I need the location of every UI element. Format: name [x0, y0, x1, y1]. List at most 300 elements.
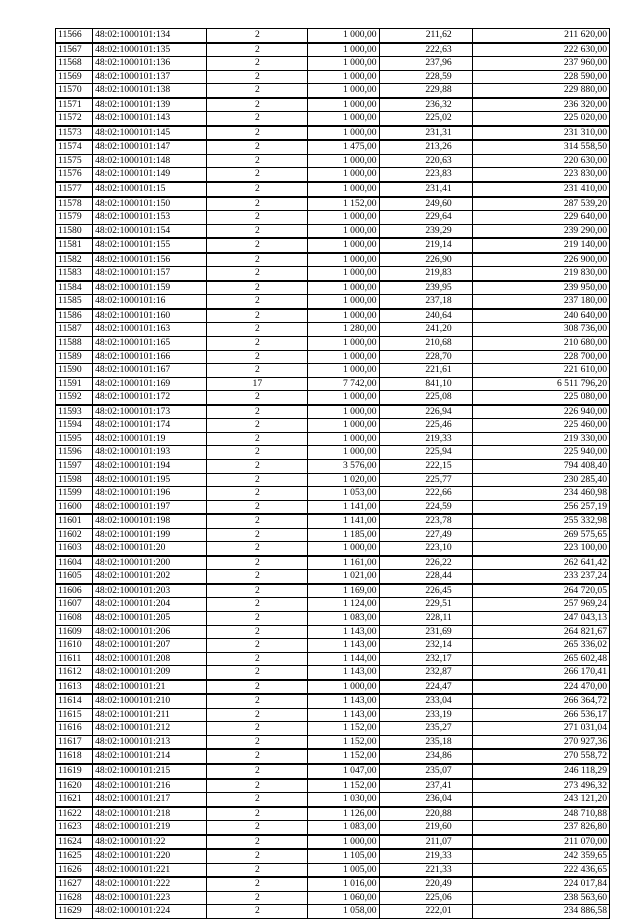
area-cell: 1 000,00 — [308, 542, 379, 556]
cadastral-number-cell: 48:02:1000101:159 — [93, 281, 207, 295]
cadastral-number-cell: 48:02:1000101:206 — [93, 625, 207, 639]
area-cell: 1 030,00 — [308, 793, 379, 807]
area-cell: 1 021,00 — [308, 570, 379, 584]
value-cell: 314 558,50 — [472, 140, 609, 154]
area-cell: 1 000,00 — [308, 391, 379, 405]
count-cell: 2 — [207, 487, 308, 501]
area-cell: 1 280,00 — [308, 323, 379, 337]
area-cell: 1 161,00 — [308, 556, 379, 570]
count-cell: 2 — [207, 779, 308, 793]
rate-cell: 211,07 — [379, 835, 472, 850]
count-cell: 2 — [207, 197, 308, 211]
area-cell: 1 000,00 — [308, 84, 379, 98]
value-cell: 308 736,00 — [472, 323, 609, 337]
value-cell: 233 237,24 — [472, 570, 609, 584]
value-cell: 229 640,00 — [472, 211, 609, 225]
cadastral-number-cell: 48:02:1000101:149 — [93, 168, 207, 182]
row-number-cell: 11623 — [56, 821, 93, 835]
area-cell: 1 126,00 — [308, 807, 379, 821]
rate-cell: 232,14 — [379, 639, 472, 653]
value-cell: 265 602,48 — [472, 652, 609, 666]
row-number-cell: 11578 — [56, 197, 93, 211]
rate-cell: 225,77 — [379, 473, 472, 487]
table-row — [56, 639, 610, 653]
table-row — [56, 708, 610, 722]
count-cell: 2 — [207, 29, 308, 43]
rate-cell: 231,41 — [379, 182, 472, 197]
rate-cell: 239,29 — [379, 224, 472, 238]
value-cell: 211 070,00 — [472, 835, 609, 850]
row-number-cell: 11613 — [56, 680, 93, 695]
value-cell: 219 830,00 — [472, 267, 609, 281]
rate-cell: 219,33 — [379, 849, 472, 863]
table-row — [56, 432, 610, 446]
row-number-cell: 11589 — [56, 350, 93, 364]
area-cell: 1 000,00 — [308, 350, 379, 364]
row-number-cell: 11569 — [56, 70, 93, 84]
count-cell: 2 — [207, 391, 308, 405]
table-row — [56, 680, 610, 695]
count-cell: 2 — [207, 556, 308, 570]
table-row — [56, 749, 610, 764]
row-number-cell: 11599 — [56, 487, 93, 501]
cadastral-number-cell: 48:02:1000101:167 — [93, 364, 207, 378]
rate-cell: 229,64 — [379, 211, 472, 225]
table-row — [56, 793, 610, 807]
area-cell: 1 152,00 — [308, 722, 379, 736]
table-row — [56, 84, 610, 98]
count-cell: 2 — [207, 821, 308, 835]
table-row — [56, 905, 610, 919]
row-number-cell: 11621 — [56, 793, 93, 807]
value-cell: 248 710,88 — [472, 807, 609, 821]
rate-cell: 229,88 — [379, 84, 472, 98]
area-cell: 1 000,00 — [308, 835, 379, 850]
row-number-cell: 11587 — [56, 323, 93, 337]
cadastral-number-cell: 48:02:1000101:215 — [93, 764, 207, 779]
row-number-cell: 11595 — [56, 432, 93, 446]
value-cell: 237 960,00 — [472, 57, 609, 71]
cadastral-number-cell: 48:02:1000101:196 — [93, 487, 207, 501]
value-cell: 221 610,00 — [472, 364, 609, 378]
area-cell: 1 047,00 — [308, 764, 379, 779]
count-cell: 2 — [207, 84, 308, 98]
area-cell: 1 152,00 — [308, 735, 379, 749]
value-cell: 231 310,00 — [472, 126, 609, 141]
count-cell: 2 — [207, 528, 308, 542]
rate-cell: 213,26 — [379, 140, 472, 154]
cadastral-number-cell: 48:02:1000101:209 — [93, 666, 207, 680]
count-cell: 2 — [207, 309, 308, 323]
cadastral-number-cell: 48:02:1000101:172 — [93, 391, 207, 405]
table-row — [56, 584, 610, 598]
cadastral-number-cell: 48:02:1000101:153 — [93, 211, 207, 225]
rate-cell: 224,47 — [379, 680, 472, 695]
cadastral-number-cell: 48:02:1000101:143 — [93, 112, 207, 126]
cadastral-number-cell: 48:02:1000101:205 — [93, 611, 207, 625]
table-row — [56, 807, 610, 821]
rate-cell: 237,18 — [379, 295, 472, 309]
row-number-cell: 11567 — [56, 43, 93, 57]
area-cell: 1 000,00 — [308, 238, 379, 253]
area-cell: 1 000,00 — [308, 309, 379, 323]
cadastral-number-cell: 48:02:1000101:212 — [93, 722, 207, 736]
rate-cell: 220,88 — [379, 807, 472, 821]
rate-cell: 226,94 — [379, 405, 472, 419]
rate-cell: 240,64 — [379, 309, 472, 323]
table-row — [56, 514, 610, 528]
count-cell: 2 — [207, 168, 308, 182]
row-number-cell: 11584 — [56, 281, 93, 295]
area-cell: 1 020,00 — [308, 473, 379, 487]
cadastral-number-cell: 48:02:1000101:207 — [93, 639, 207, 653]
value-cell: 223 830,00 — [472, 168, 609, 182]
rate-cell: 222,63 — [379, 43, 472, 57]
rate-cell: 233,04 — [379, 694, 472, 708]
table-body — [56, 29, 610, 919]
rate-cell: 226,22 — [379, 556, 472, 570]
table-row — [56, 140, 610, 154]
area-cell: 1 143,00 — [308, 694, 379, 708]
count-cell: 2 — [207, 584, 308, 598]
table-row — [56, 487, 610, 501]
rate-cell: 233,19 — [379, 708, 472, 722]
table-row — [56, 779, 610, 793]
area-cell: 1 000,00 — [308, 295, 379, 309]
cadastral-number-cell: 48:02:1000101:139 — [93, 98, 207, 112]
rate-cell: 229,51 — [379, 598, 472, 612]
count-cell: 2 — [207, 112, 308, 126]
table-row — [56, 112, 610, 126]
area-cell: 1 475,00 — [308, 140, 379, 154]
count-cell: 2 — [207, 57, 308, 71]
area-cell: 3 576,00 — [308, 459, 379, 473]
cadastral-number-cell: 48:02:1000101:219 — [93, 821, 207, 835]
area-cell: 1 058,00 — [308, 905, 379, 919]
cadastral-number-cell: 48:02:1000101:224 — [93, 905, 207, 919]
cadastral-number-cell: 48:02:1000101:22 — [93, 835, 207, 850]
row-number-cell: 11571 — [56, 98, 93, 112]
count-cell: 2 — [207, 598, 308, 612]
rate-cell: 219,60 — [379, 821, 472, 835]
rate-cell: 225,94 — [379, 446, 472, 460]
area-cell: 1 000,00 — [308, 364, 379, 378]
cadastral-number-cell: 48:02:1000101:217 — [93, 793, 207, 807]
cadastral-number-cell: 48:02:1000101:163 — [93, 323, 207, 337]
value-cell: 265 336,02 — [472, 639, 609, 653]
cadastral-number-cell: 48:02:1000101:203 — [93, 584, 207, 598]
value-cell: 6 511 796,20 — [472, 377, 609, 391]
value-cell: 229 880,00 — [472, 84, 609, 98]
rate-cell: 232,17 — [379, 652, 472, 666]
table-row — [56, 57, 610, 71]
value-cell: 219 330,00 — [472, 432, 609, 446]
rate-cell: 223,83 — [379, 168, 472, 182]
count-cell: 2 — [207, 253, 308, 267]
count-cell: 2 — [207, 405, 308, 419]
row-number-cell: 11614 — [56, 694, 93, 708]
area-cell: 1 000,00 — [308, 253, 379, 267]
value-cell: 224 470,00 — [472, 680, 609, 695]
value-cell: 211 620,00 — [472, 29, 609, 43]
table-row — [56, 694, 610, 708]
count-cell: 2 — [207, 764, 308, 779]
table-row — [56, 197, 610, 211]
rate-cell: 228,11 — [379, 611, 472, 625]
count-cell: 2 — [207, 267, 308, 281]
count-cell: 2 — [207, 295, 308, 309]
value-cell: 222 436,65 — [472, 863, 609, 877]
value-cell: 228 590,00 — [472, 70, 609, 84]
cadastral-value-table — [55, 28, 610, 919]
value-cell: 273 496,32 — [472, 779, 609, 793]
cadastral-number-cell: 48:02:1000101:193 — [93, 446, 207, 460]
area-cell: 1 000,00 — [308, 168, 379, 182]
cadastral-number-cell: 48:02:1000101:216 — [93, 779, 207, 793]
value-cell: 266 364,72 — [472, 694, 609, 708]
rate-cell: 224,59 — [379, 500, 472, 514]
count-cell: 2 — [207, 126, 308, 141]
table-row — [56, 98, 610, 112]
rate-cell: 225,06 — [379, 891, 472, 905]
rate-cell: 235,07 — [379, 764, 472, 779]
count-cell: 2 — [207, 473, 308, 487]
rate-cell: 222,01 — [379, 905, 472, 919]
rate-cell: 236,04 — [379, 793, 472, 807]
table-row — [56, 764, 610, 779]
rate-cell: 223,10 — [379, 542, 472, 556]
area-cell: 1 000,00 — [308, 224, 379, 238]
rate-cell: 234,86 — [379, 749, 472, 764]
value-cell: 236 320,00 — [472, 98, 609, 112]
table-row — [56, 863, 610, 877]
table-row — [56, 542, 610, 556]
row-number-cell: 11576 — [56, 168, 93, 182]
value-cell: 210 680,00 — [472, 337, 609, 351]
value-cell: 225 460,00 — [472, 419, 609, 433]
count-cell: 2 — [207, 877, 308, 891]
area-cell: 1 000,00 — [308, 337, 379, 351]
rate-cell: 226,90 — [379, 253, 472, 267]
row-number-cell: 11612 — [56, 666, 93, 680]
rate-cell: 228,70 — [379, 350, 472, 364]
cadastral-number-cell: 48:02:1000101:157 — [93, 267, 207, 281]
cadastral-number-cell: 48:02:1000101:202 — [93, 570, 207, 584]
rate-cell: 226,45 — [379, 584, 472, 598]
area-cell: 1 000,00 — [308, 57, 379, 71]
area-cell: 1 000,00 — [308, 182, 379, 197]
area-cell: 7 742,00 — [308, 377, 379, 391]
value-cell: 243 121,20 — [472, 793, 609, 807]
area-cell: 1 141,00 — [308, 500, 379, 514]
count-cell: 2 — [207, 680, 308, 695]
count-cell: 2 — [207, 364, 308, 378]
row-number-cell: 11580 — [56, 224, 93, 238]
row-number-cell: 11574 — [56, 140, 93, 154]
area-cell: 1 124,00 — [308, 598, 379, 612]
cadastral-number-cell: 48:02:1000101:150 — [93, 197, 207, 211]
rate-cell: 235,27 — [379, 722, 472, 736]
area-cell: 1 016,00 — [308, 877, 379, 891]
count-cell: 2 — [207, 863, 308, 877]
table-row — [56, 722, 610, 736]
area-cell: 1 000,00 — [308, 29, 379, 43]
rate-cell: 210,68 — [379, 337, 472, 351]
value-cell: 222 630,00 — [472, 43, 609, 57]
row-number-cell: 11604 — [56, 556, 93, 570]
cadastral-number-cell: 48:02:1000101:165 — [93, 337, 207, 351]
cadastral-number-cell: 48:02:1000101:204 — [93, 598, 207, 612]
row-number-cell: 11570 — [56, 84, 93, 98]
cadastral-number-cell: 48:02:1000101:194 — [93, 459, 207, 473]
cadastral-number-cell: 48:02:1000101:199 — [93, 528, 207, 542]
cadastral-number-cell: 48:02:1000101:16 — [93, 295, 207, 309]
value-cell: 270 927,36 — [472, 735, 609, 749]
area-cell: 1 000,00 — [308, 43, 379, 57]
value-cell: 220 630,00 — [472, 154, 609, 168]
cadastral-number-cell: 48:02:1000101:220 — [93, 849, 207, 863]
cadastral-number-cell: 48:02:1000101:166 — [93, 350, 207, 364]
value-cell: 794 408,40 — [472, 459, 609, 473]
count-cell: 2 — [207, 500, 308, 514]
cadastral-number-cell: 48:02:1000101:135 — [93, 43, 207, 57]
row-number-cell: 11601 — [56, 514, 93, 528]
cadastral-number-cell: 48:02:1000101:221 — [93, 863, 207, 877]
rate-cell: 223,78 — [379, 514, 472, 528]
value-cell: 234 886,58 — [472, 905, 609, 919]
table-row — [56, 281, 610, 295]
area-cell: 1 000,00 — [308, 126, 379, 141]
value-cell: 226 900,00 — [472, 253, 609, 267]
value-cell: 264 720,05 — [472, 584, 609, 598]
table-row — [56, 337, 610, 351]
cadastral-number-cell: 48:02:1000101:222 — [93, 877, 207, 891]
area-cell: 1 000,00 — [308, 112, 379, 126]
area-cell: 1 144,00 — [308, 652, 379, 666]
row-number-cell: 11627 — [56, 877, 93, 891]
count-cell: 2 — [207, 611, 308, 625]
row-number-cell: 11582 — [56, 253, 93, 267]
count-cell: 2 — [207, 514, 308, 528]
rate-cell: 841,10 — [379, 377, 472, 391]
count-cell: 2 — [207, 70, 308, 84]
value-cell: 266 536,17 — [472, 708, 609, 722]
cadastral-number-cell: 48:02:1000101:213 — [93, 735, 207, 749]
row-number-cell: 11603 — [56, 542, 93, 556]
row-number-cell: 11594 — [56, 419, 93, 433]
table-row — [56, 70, 610, 84]
count-cell: 2 — [207, 694, 308, 708]
count-cell: 2 — [207, 211, 308, 225]
table-row — [56, 877, 610, 891]
cadastral-number-cell: 48:02:1000101:208 — [93, 652, 207, 666]
value-cell: 219 140,00 — [472, 238, 609, 253]
value-cell: 271 031,04 — [472, 722, 609, 736]
count-cell: 2 — [207, 639, 308, 653]
count-cell: 2 — [207, 98, 308, 112]
value-cell: 246 118,29 — [472, 764, 609, 779]
cadastral-number-cell: 48:02:1000101:154 — [93, 224, 207, 238]
area-cell: 1 000,00 — [308, 98, 379, 112]
value-cell: 270 558,72 — [472, 749, 609, 764]
area-cell: 1 143,00 — [308, 666, 379, 680]
value-cell: 266 170,41 — [472, 666, 609, 680]
count-cell: 2 — [207, 140, 308, 154]
area-cell: 1 000,00 — [308, 70, 379, 84]
value-cell: 228 700,00 — [472, 350, 609, 364]
cadastral-number-cell: 48:02:1000101:211 — [93, 708, 207, 722]
value-cell: 262 641,42 — [472, 556, 609, 570]
count-cell: 2 — [207, 891, 308, 905]
count-cell: 2 — [207, 224, 308, 238]
row-number-cell: 11566 — [56, 29, 93, 43]
rate-cell: 241,20 — [379, 323, 472, 337]
cadastral-number-cell: 48:02:1000101:195 — [93, 473, 207, 487]
row-number-cell: 11575 — [56, 154, 93, 168]
count-cell: 2 — [207, 735, 308, 749]
table-row — [56, 611, 610, 625]
row-number-cell: 11588 — [56, 337, 93, 351]
table-row — [56, 500, 610, 514]
value-cell: 269 575,65 — [472, 528, 609, 542]
rate-cell: 225,02 — [379, 112, 472, 126]
row-number-cell: 11626 — [56, 863, 93, 877]
table-row — [56, 528, 610, 542]
value-cell: 238 563,60 — [472, 891, 609, 905]
table-row — [56, 211, 610, 225]
rate-cell: 232,87 — [379, 666, 472, 680]
count-cell: 2 — [207, 419, 308, 433]
area-cell: 1 185,00 — [308, 528, 379, 542]
value-cell: 247 043,13 — [472, 611, 609, 625]
count-cell: 2 — [207, 154, 308, 168]
row-number-cell: 11616 — [56, 722, 93, 736]
cadastral-number-cell: 48:02:1000101:173 — [93, 405, 207, 419]
rate-cell: 220,63 — [379, 154, 472, 168]
rate-cell: 225,08 — [379, 391, 472, 405]
value-cell: 237 180,00 — [472, 295, 609, 309]
row-number-cell: 11572 — [56, 112, 93, 126]
count-cell: 2 — [207, 835, 308, 850]
row-number-cell: 11600 — [56, 500, 93, 514]
row-number-cell: 11608 — [56, 611, 93, 625]
row-number-cell: 11568 — [56, 57, 93, 71]
rate-cell: 231,31 — [379, 126, 472, 141]
count-cell: 2 — [207, 350, 308, 364]
rate-cell: 219,83 — [379, 267, 472, 281]
count-cell: 2 — [207, 43, 308, 57]
row-number-cell: 11624 — [56, 835, 93, 850]
row-number-cell: 11593 — [56, 405, 93, 419]
count-cell: 2 — [207, 793, 308, 807]
cadastral-number-cell: 48:02:1000101:214 — [93, 749, 207, 764]
table-row — [56, 625, 610, 639]
table-row — [56, 182, 610, 197]
count-cell: 2 — [207, 182, 308, 197]
table-row — [56, 224, 610, 238]
area-cell: 1 105,00 — [308, 849, 379, 863]
value-cell: 264 821,67 — [472, 625, 609, 639]
area-cell: 1 053,00 — [308, 487, 379, 501]
row-number-cell: 11581 — [56, 238, 93, 253]
row-number-cell: 11579 — [56, 211, 93, 225]
rate-cell: 237,41 — [379, 779, 472, 793]
value-cell: 224 017,84 — [472, 877, 609, 891]
area-cell: 1 000,00 — [308, 281, 379, 295]
cadastral-number-cell: 48:02:1000101:218 — [93, 807, 207, 821]
rate-cell: 211,62 — [379, 29, 472, 43]
area-cell: 1 000,00 — [308, 211, 379, 225]
